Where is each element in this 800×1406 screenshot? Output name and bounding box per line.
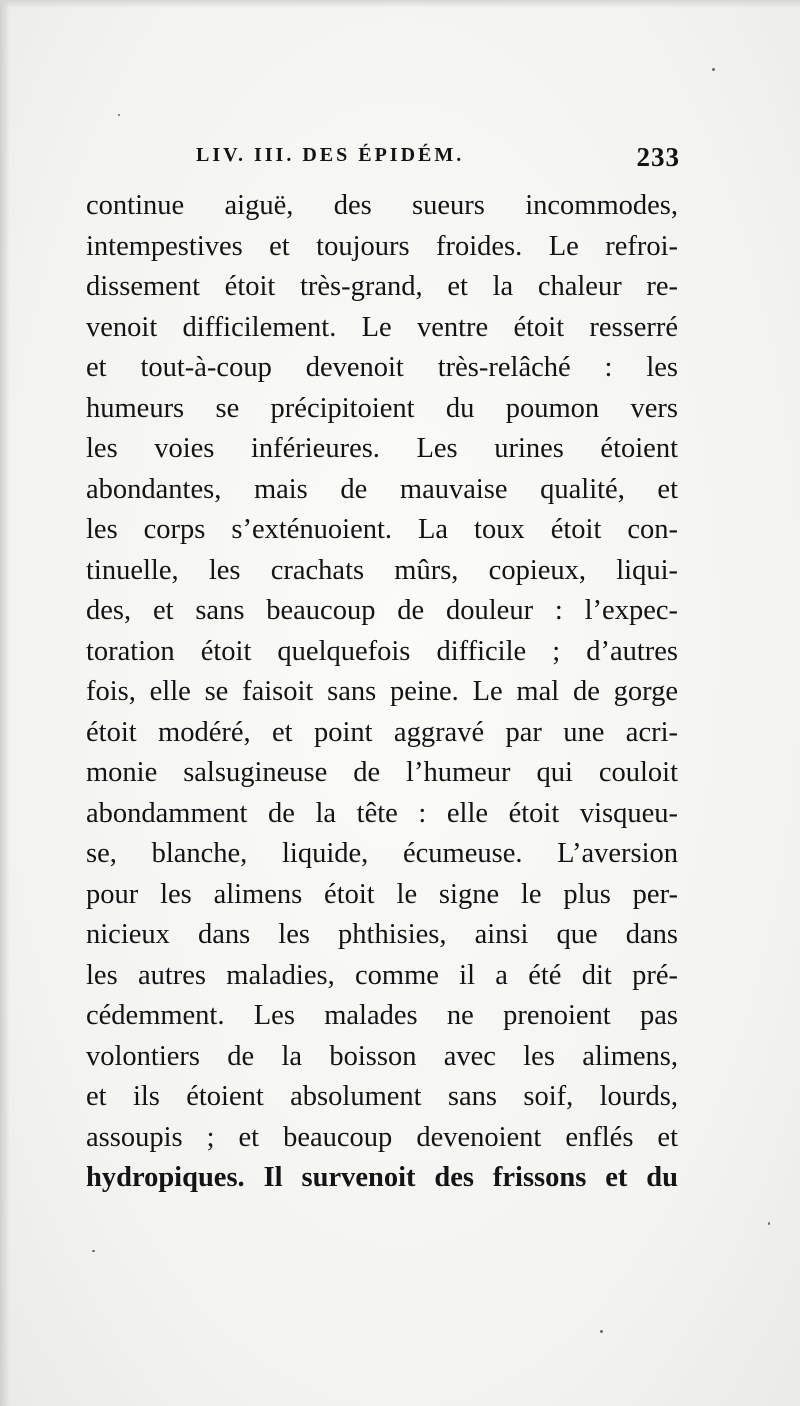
page-edge-shadow-left bbox=[0, 0, 10, 1406]
text-line: tinuelle, les crachats mûrs, copieux, liqui- bbox=[86, 554, 678, 586]
text-line: les autres maladies, comme il a été dit pré- bbox=[86, 959, 678, 991]
running-title: LIV. III. DES ÉPIDÉM. bbox=[196, 144, 465, 166]
text-line: monie salsugineuse de l’humeur qui couloit bbox=[86, 757, 678, 788]
text-line: venoit difficilement. Le ventre étoit resserré bbox=[86, 311, 678, 343]
text-line: des, et sans beaucoup de douleur : l’expec- bbox=[86, 595, 678, 626]
text-line: abondantes, mais de mauvaise qualité, et bbox=[86, 473, 678, 505]
text-line: cédemment. Les malades ne prenoient pas bbox=[86, 1000, 678, 1031]
text-line: nicieux dans les phthisies, ainsi que dans bbox=[86, 919, 678, 950]
text-line: fois, elle se faisoit sans peine. Le mal de gorge bbox=[86, 676, 678, 707]
text-line: et ils étoient absolument sans soif, lourds, bbox=[86, 1081, 678, 1112]
text-line: toration étoit quelquefois difficile ; d’autres bbox=[86, 635, 678, 667]
page-edge-shadow-top bbox=[0, 0, 800, 8]
text-line: abondamment de la tête : elle étoit visqueu- bbox=[86, 797, 678, 829]
text-line: étoit modéré, et point aggravé par une acri- bbox=[86, 716, 678, 748]
text-line: les corps s’exténuoient. La toux étoit con- bbox=[86, 514, 678, 545]
text-line: pour les alimens étoit le signe le plus per- bbox=[86, 878, 678, 910]
page-header bbox=[196, 142, 680, 176]
text-line: hydropiques. Il survenoit des frissons et du bbox=[86, 1162, 678, 1193]
paper-speck bbox=[92, 1250, 95, 1252]
text-line: et tout-à-coup devenoit très-relâché : les bbox=[86, 352, 678, 383]
text-line: assoupis ; et beaucoup devenoient enflés et bbox=[86, 1121, 678, 1153]
text-line: intempestives et toujours froides. Le refroi- bbox=[86, 230, 678, 262]
paper-speck bbox=[118, 114, 120, 116]
page-number: 233 bbox=[636, 142, 680, 172]
paper-speck bbox=[768, 1222, 770, 1225]
text-line: dissement étoit très-grand, et la chaleur re- bbox=[86, 271, 678, 302]
paper-speck bbox=[600, 1330, 603, 1333]
text-line: volontiers de la boisson avec les alimens, bbox=[86, 1040, 678, 1072]
text-line: se, blanche, liquide, écumeuse. L’aversion bbox=[86, 838, 678, 869]
text-line: continue aiguë, des sueurs incommodes, bbox=[86, 190, 678, 221]
paper-speck bbox=[712, 68, 715, 71]
text-line: les voies inférieures. Les urines étoient bbox=[86, 433, 678, 464]
body-text bbox=[86, 186, 678, 1199]
text-line: humeurs se précipitoient du poumon vers bbox=[86, 392, 678, 424]
